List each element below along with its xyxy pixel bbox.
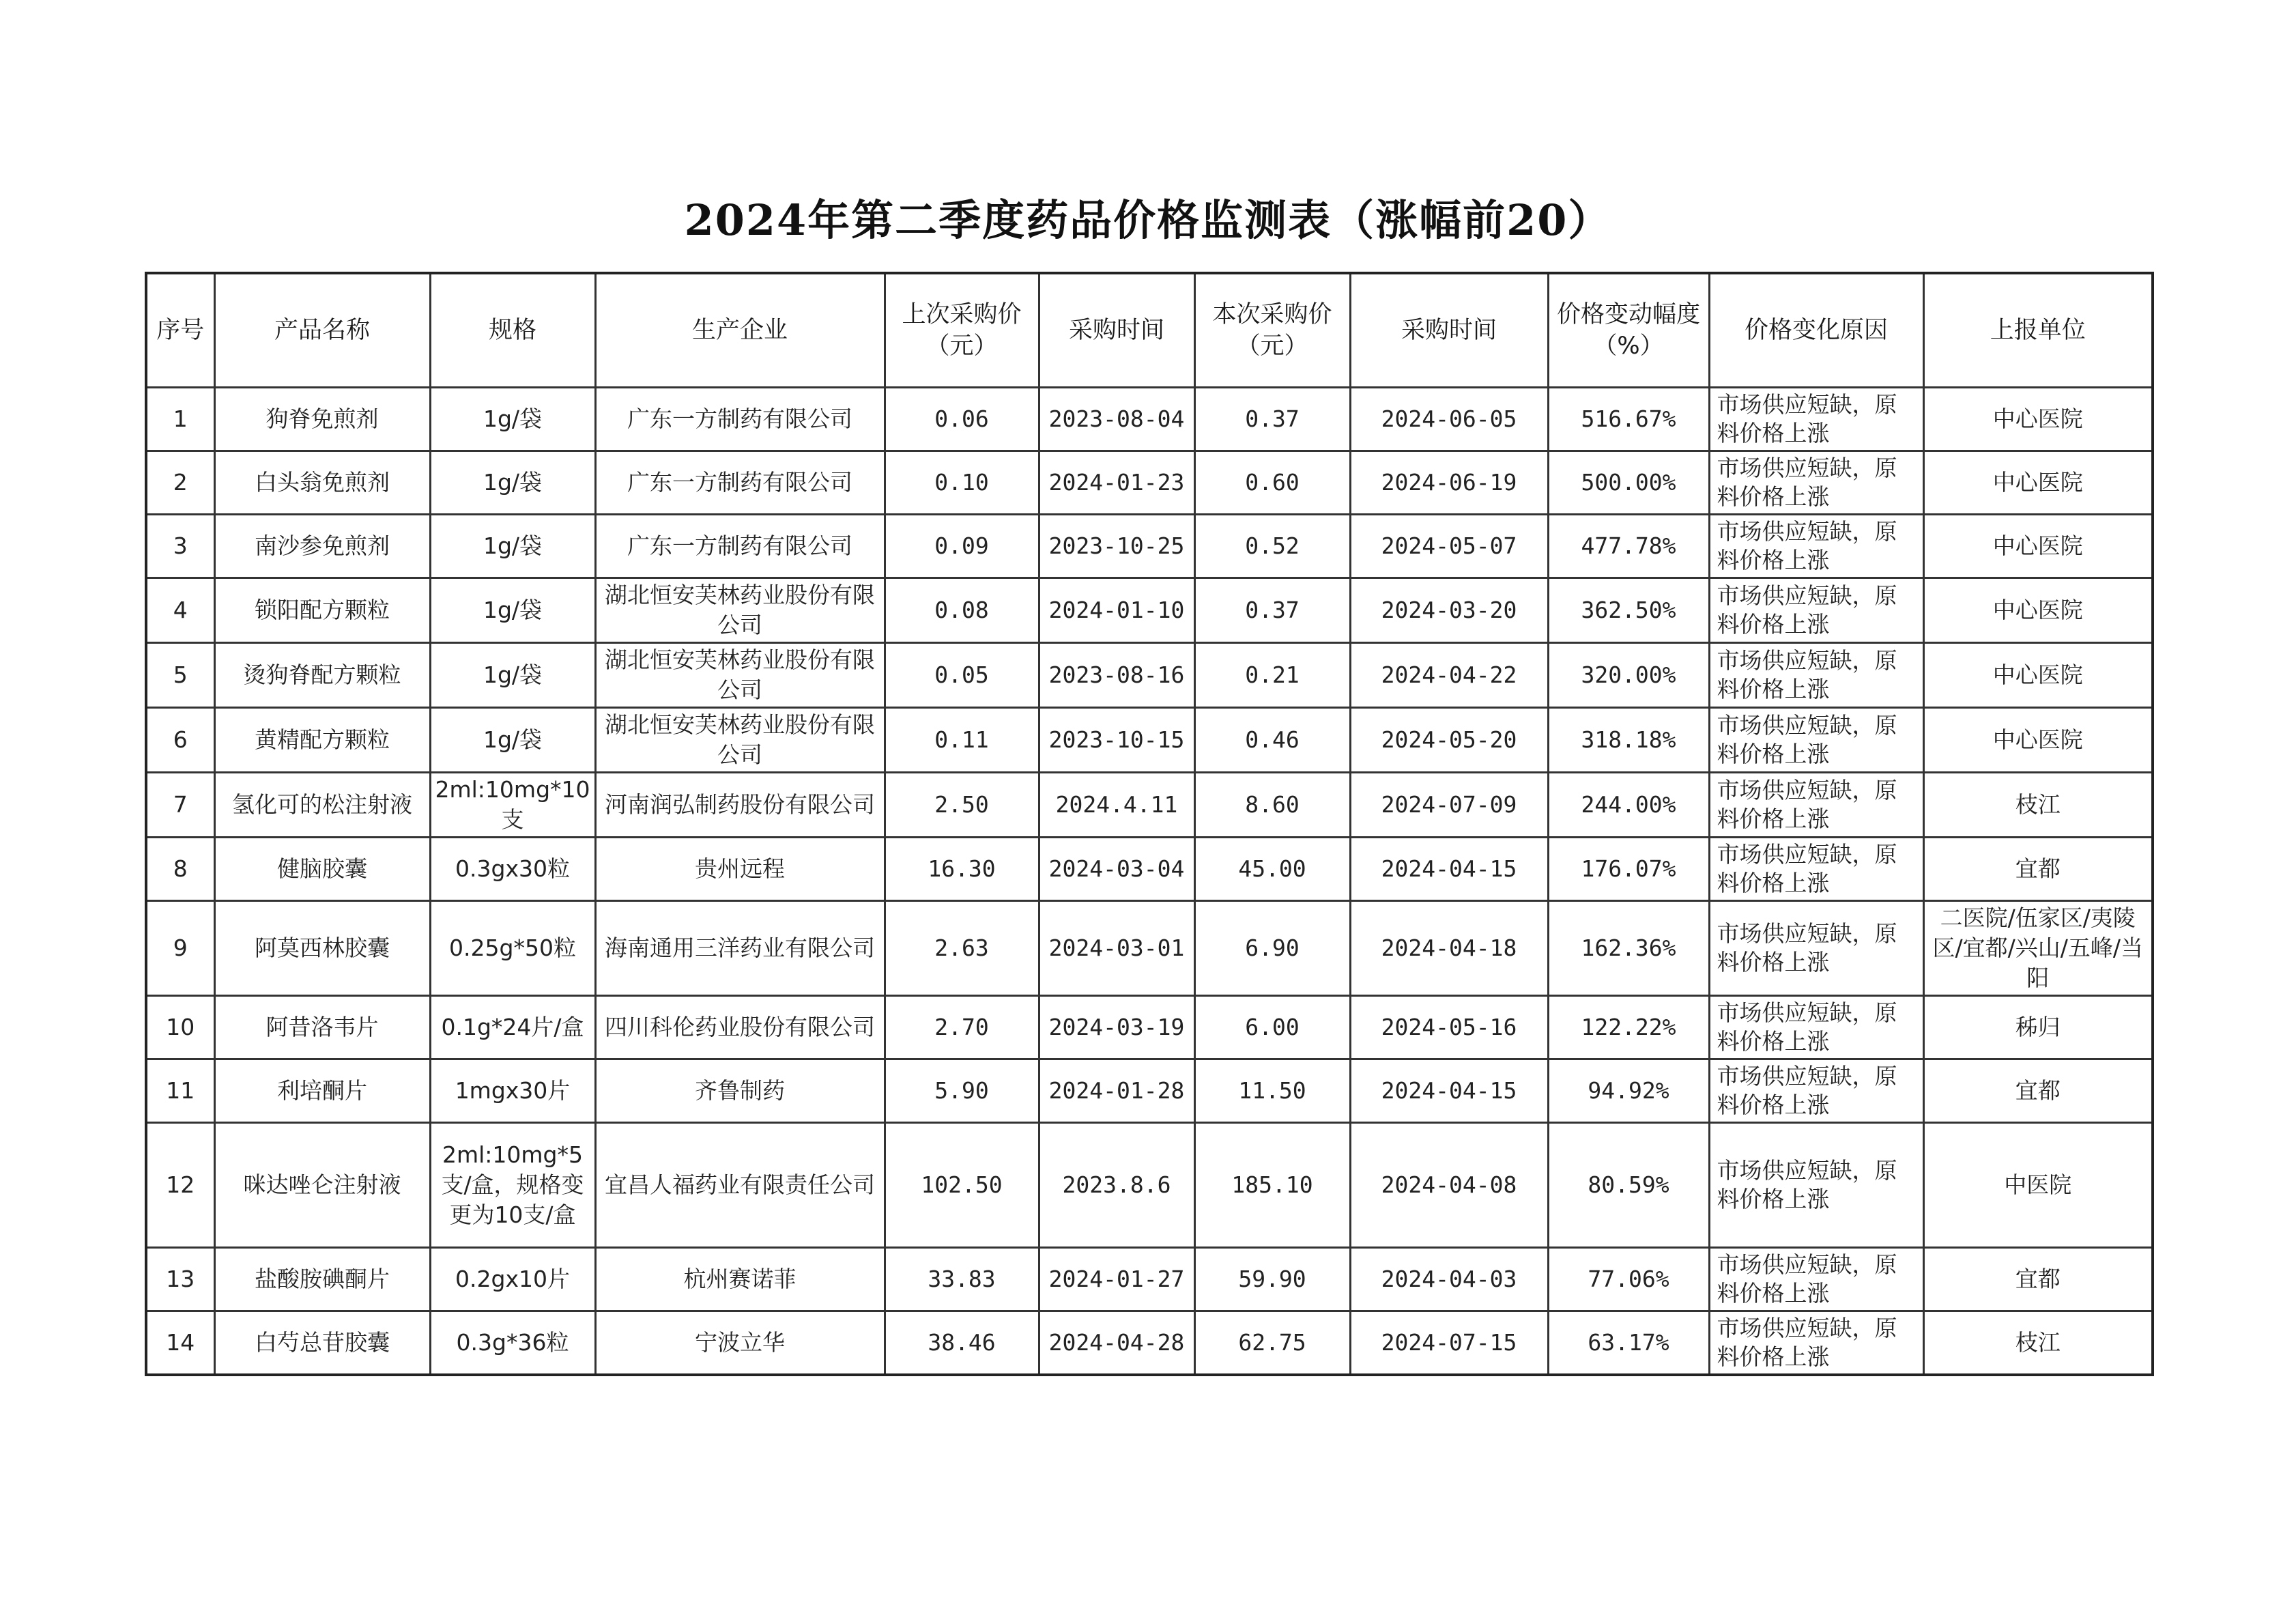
manufacturer: 宜昌人福药业有限责任公司 [595, 1123, 885, 1248]
table-row [146, 578, 2153, 643]
header-row [146, 273, 2153, 388]
change-reason: 市场供应短缺，原料价格上涨 [1709, 388, 1923, 451]
col-header-prev-price: 上次采购价（元） [885, 273, 1039, 388]
specification: 2ml:10mg*10支 [430, 773, 595, 838]
current-price: 0.37 [1194, 388, 1350, 451]
col-header-maker: 生产企业 [595, 273, 885, 388]
current-purchase-date: 2024-06-05 [1350, 388, 1548, 451]
row-number: 10 [146, 996, 214, 1059]
col-header-cur-date: 采购时间 [1350, 273, 1548, 388]
current-purchase-date: 2024-04-22 [1350, 643, 1548, 708]
row-number: 7 [146, 773, 214, 838]
current-purchase-date: 2024-04-18 [1350, 901, 1548, 996]
row-number: 9 [146, 901, 214, 996]
change-reason: 市场供应短缺，原料价格上涨 [1709, 1311, 1923, 1376]
change-reason: 市场供应短缺，原料价格上涨 [1709, 451, 1923, 515]
manufacturer: 湖北恒安芙林药业股份有限公司 [595, 578, 885, 643]
manufacturer: 四川科伦药业股份有限公司 [595, 996, 885, 1059]
table-row [146, 1311, 2153, 1376]
table-row [146, 388, 2153, 451]
specification: 2ml:10mg*5支/盒，规格变更为10支/盒 [430, 1123, 595, 1248]
specification: 1g/袋 [430, 388, 595, 451]
current-purchase-date: 2024-05-07 [1350, 515, 1548, 578]
manufacturer: 广东一方制药有限公司 [595, 388, 885, 451]
previous-purchase-date: 2024-03-01 [1039, 901, 1194, 996]
manufacturer: 齐鲁制药 [595, 1059, 885, 1123]
previous-purchase-date: 2024-03-19 [1039, 996, 1194, 1059]
current-price: 185.10 [1194, 1123, 1350, 1248]
current-price: 6.90 [1194, 901, 1350, 996]
previous-purchase-date: 2023-10-25 [1039, 515, 1194, 578]
previous-price: 2.50 [885, 773, 1039, 838]
row-number: 1 [146, 388, 214, 451]
specification: 1g/袋 [430, 708, 595, 773]
specification: 0.3g*36粒 [430, 1311, 595, 1376]
change-reason: 市场供应短缺，原料价格上涨 [1709, 1248, 1923, 1311]
previous-price: 16.30 [885, 838, 1039, 901]
price-change: 477.78% [1548, 515, 1709, 578]
current-purchase-date: 2024-07-09 [1350, 773, 1548, 838]
current-price: 62.75 [1194, 1311, 1350, 1376]
product-name: 健脑胶囊 [214, 838, 430, 901]
previous-price: 0.09 [885, 515, 1039, 578]
product-name: 咪达唑仑注射液 [214, 1123, 430, 1248]
change-reason: 市场供应短缺，原料价格上涨 [1709, 578, 1923, 643]
previous-price: 2.70 [885, 996, 1039, 1059]
price-change: 516.67% [1548, 388, 1709, 451]
current-purchase-date: 2024-04-15 [1350, 838, 1548, 901]
row-number: 13 [146, 1248, 214, 1311]
price-change: 318.18% [1548, 708, 1709, 773]
table-row [146, 901, 2153, 996]
row-number: 8 [146, 838, 214, 901]
table-row [146, 1123, 2153, 1248]
row-number: 2 [146, 451, 214, 515]
product-name: 白头翁免煎剂 [214, 451, 430, 515]
current-price: 0.52 [1194, 515, 1350, 578]
reporting-unit: 枝江 [1923, 1311, 2153, 1376]
reporting-unit: 二医院/伍家区/夷陵区/宜都/兴山/五峰/当阳 [1923, 901, 2153, 996]
reporting-unit: 中心医院 [1923, 451, 2153, 515]
col-header-cur-price: 本次采购价（元） [1194, 273, 1350, 388]
manufacturer: 广东一方制药有限公司 [595, 515, 885, 578]
change-reason: 市场供应短缺，原料价格上涨 [1709, 996, 1923, 1059]
reporting-unit: 枝江 [1923, 773, 2153, 838]
change-reason: 市场供应短缺，原料价格上涨 [1709, 773, 1923, 838]
current-price: 0.21 [1194, 643, 1350, 708]
previous-price: 5.90 [885, 1059, 1039, 1123]
row-number: 3 [146, 515, 214, 578]
manufacturer: 广东一方制药有限公司 [595, 451, 885, 515]
price-change: 162.36% [1548, 901, 1709, 996]
col-header-no: 序号 [146, 273, 214, 388]
row-number: 14 [146, 1311, 214, 1376]
previous-price: 0.08 [885, 578, 1039, 643]
specification: 1g/袋 [430, 451, 595, 515]
previous-purchase-date: 2024-03-04 [1039, 838, 1194, 901]
current-purchase-date: 2024-04-08 [1350, 1123, 1548, 1248]
table-row [146, 451, 2153, 515]
specification: 1g/袋 [430, 515, 595, 578]
col-header-prev-date: 采购时间 [1039, 273, 1194, 388]
previous-purchase-date: 2024-04-28 [1039, 1311, 1194, 1376]
product-name: 狗脊免煎剂 [214, 388, 430, 451]
current-price: 0.46 [1194, 708, 1350, 773]
previous-price: 0.11 [885, 708, 1039, 773]
specification: 1g/袋 [430, 643, 595, 708]
specification: 0.1g*24片/盒 [430, 996, 595, 1059]
specification: 0.2gx10片 [430, 1248, 595, 1311]
reporting-unit: 中心医院 [1923, 388, 2153, 451]
previous-purchase-date: 2024.4.11 [1039, 773, 1194, 838]
manufacturer: 湖北恒安芙林药业股份有限公司 [595, 643, 885, 708]
price-change: 94.92% [1548, 1059, 1709, 1123]
table-row [146, 515, 2153, 578]
reporting-unit: 宜都 [1923, 1059, 2153, 1123]
row-number: 12 [146, 1123, 214, 1248]
current-price: 0.60 [1194, 451, 1350, 515]
table-row [146, 996, 2153, 1059]
product-name: 阿莫西林胶囊 [214, 901, 430, 996]
manufacturer: 湖北恒安芙林药业股份有限公司 [595, 708, 885, 773]
table-row [146, 708, 2153, 773]
reporting-unit: 中心医院 [1923, 578, 2153, 643]
current-price: 8.60 [1194, 773, 1350, 838]
previous-price: 0.10 [885, 451, 1039, 515]
row-number: 6 [146, 708, 214, 773]
change-reason: 市场供应短缺，原料价格上涨 [1709, 838, 1923, 901]
col-header-unit: 上报单位 [1923, 273, 2153, 388]
current-price: 59.90 [1194, 1248, 1350, 1311]
current-price: 6.00 [1194, 996, 1350, 1059]
price-change: 362.50% [1548, 578, 1709, 643]
row-number: 11 [146, 1059, 214, 1123]
current-price: 45.00 [1194, 838, 1350, 901]
table-row [146, 773, 2153, 838]
manufacturer: 杭州赛诺菲 [595, 1248, 885, 1311]
manufacturer: 贵州远程 [595, 838, 885, 901]
table-row [146, 1059, 2153, 1123]
previous-price: 0.05 [885, 643, 1039, 708]
change-reason: 市场供应短缺，原料价格上涨 [1709, 708, 1923, 773]
page-title: 2024年第二季度药品价格监测表（涨幅前20） [684, 195, 1612, 245]
previous-purchase-date: 2023-08-16 [1039, 643, 1194, 708]
current-price: 11.50 [1194, 1059, 1350, 1123]
previous-purchase-date: 2024-01-23 [1039, 451, 1194, 515]
previous-purchase-date: 2024-01-28 [1039, 1059, 1194, 1123]
col-header-reason: 价格变化原因 [1709, 273, 1923, 388]
previous-purchase-date: 2024-01-27 [1039, 1248, 1194, 1311]
row-number: 4 [146, 578, 214, 643]
reporting-unit: 中心医院 [1923, 515, 2153, 578]
change-reason: 市场供应短缺，原料价格上涨 [1709, 1059, 1923, 1123]
reporting-unit: 宜都 [1923, 838, 2153, 901]
table-row [146, 643, 2153, 708]
reporting-unit: 宜都 [1923, 1248, 2153, 1311]
previous-price: 102.50 [885, 1123, 1039, 1248]
specification: 0.3gx30粒 [430, 838, 595, 901]
product-name: 阿昔洛韦片 [214, 996, 430, 1059]
previous-purchase-date: 2024-01-10 [1039, 578, 1194, 643]
previous-price: 38.46 [885, 1311, 1039, 1376]
product-name: 烫狗脊配方颗粒 [214, 643, 430, 708]
table-row [146, 1248, 2153, 1311]
change-reason: 市场供应短缺，原料价格上涨 [1709, 1123, 1923, 1248]
current-price: 0.37 [1194, 578, 1350, 643]
product-name: 白芍总苷胶囊 [214, 1311, 430, 1376]
specification: 1g/袋 [430, 578, 595, 643]
previous-price: 2.63 [885, 901, 1039, 996]
product-name: 锁阳配方颗粒 [214, 578, 430, 643]
previous-purchase-date: 2023-10-15 [1039, 708, 1194, 773]
col-header-name: 产品名称 [214, 273, 430, 388]
col-header-spec: 规格 [430, 273, 595, 388]
previous-purchase-date: 2023.8.6 [1039, 1123, 1194, 1248]
price-change: 500.00% [1548, 451, 1709, 515]
specification: 0.25g*50粒 [430, 901, 595, 996]
manufacturer: 宁波立华 [595, 1311, 885, 1376]
change-reason: 市场供应短缺，原料价格上涨 [1709, 901, 1923, 996]
previous-price: 33.83 [885, 1248, 1039, 1311]
price-change: 80.59% [1548, 1123, 1709, 1248]
col-header-change: 价格变动幅度（%） [1548, 273, 1709, 388]
table-body [146, 388, 2153, 1376]
current-purchase-date: 2024-05-16 [1350, 996, 1548, 1059]
product-name: 氢化可的松注射液 [214, 773, 430, 838]
change-reason: 市场供应短缺，原料价格上涨 [1709, 643, 1923, 708]
previous-price: 0.06 [885, 388, 1039, 451]
product-name: 利培酮片 [214, 1059, 430, 1123]
price-change: 176.07% [1548, 838, 1709, 901]
current-purchase-date: 2024-05-20 [1350, 708, 1548, 773]
current-purchase-date: 2024-06-19 [1350, 451, 1548, 515]
price-change: 244.00% [1548, 773, 1709, 838]
price-monitoring-table [145, 272, 2154, 1376]
specification: 1mgx30片 [430, 1059, 595, 1123]
product-name: 黄精配方颗粒 [214, 708, 430, 773]
price-change: 77.06% [1548, 1248, 1709, 1311]
product-name: 南沙参免煎剂 [214, 515, 430, 578]
reporting-unit: 中医院 [1923, 1123, 2153, 1248]
manufacturer: 河南润弘制药股份有限公司 [595, 773, 885, 838]
price-change: 122.22% [1548, 996, 1709, 1059]
reporting-unit: 中心医院 [1923, 643, 2153, 708]
current-purchase-date: 2024-04-03 [1350, 1248, 1548, 1311]
change-reason: 市场供应短缺，原料价格上涨 [1709, 515, 1923, 578]
row-number: 5 [146, 643, 214, 708]
price-change: 63.17% [1548, 1311, 1709, 1376]
reporting-unit: 中心医院 [1923, 708, 2153, 773]
table-row [146, 838, 2153, 901]
current-purchase-date: 2024-07-15 [1350, 1311, 1548, 1376]
manufacturer: 海南通用三洋药业有限公司 [595, 901, 885, 996]
previous-purchase-date: 2023-08-04 [1039, 388, 1194, 451]
current-purchase-date: 2024-04-15 [1350, 1059, 1548, 1123]
current-purchase-date: 2024-03-20 [1350, 578, 1548, 643]
price-change: 320.00% [1548, 643, 1709, 708]
reporting-unit: 秭归 [1923, 996, 2153, 1059]
product-name: 盐酸胺碘酮片 [214, 1248, 430, 1311]
